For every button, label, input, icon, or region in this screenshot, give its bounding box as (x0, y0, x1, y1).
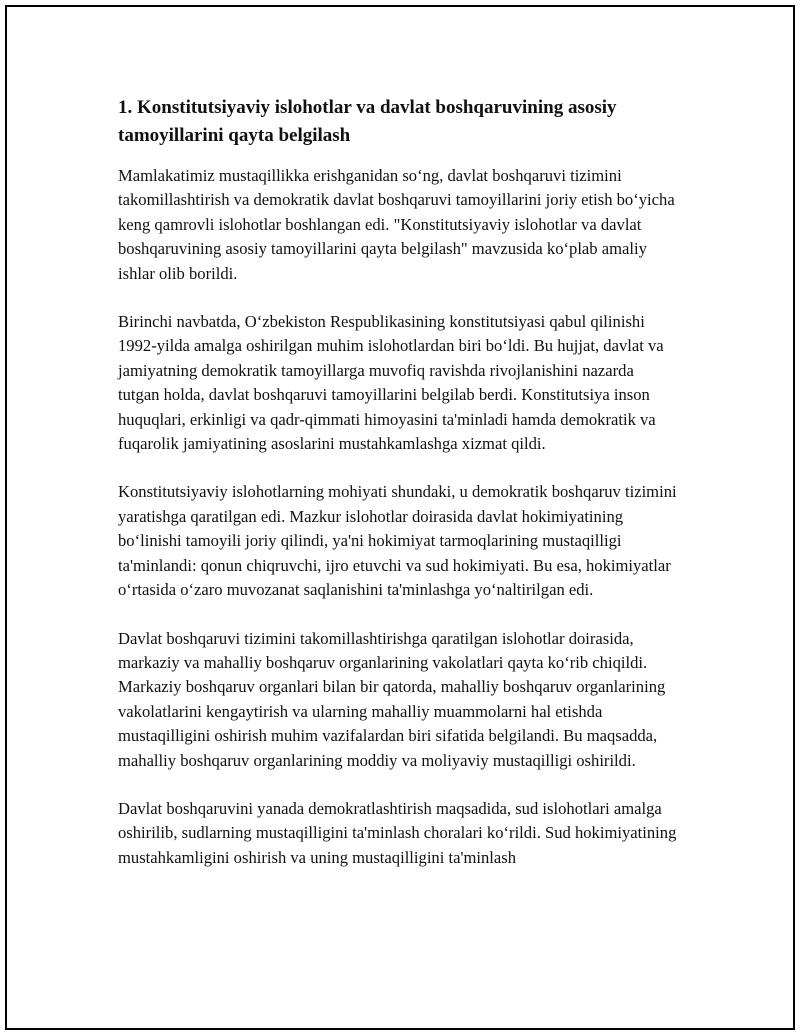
section-heading: 1. Konstitutsiyaviy islohotlar va davlat boshqaruvining asosiy tamoyillarini qayta belgilash (118, 97, 617, 146)
paragraph-1: Mamlakatimiz mustaqillikka erishganidan so‘ng, davlat boshqaruvi tizimini takomillashtirish va demokratik davlat boshqaruvi tamoyillarini joriy etish bo‘yicha keng qamrovli islohotlar boshlangan edi. "Konstitutsiyaviy islohotlar va davlat boshqaruvining asosiy tamoyillarini qayta belgilash" mavzusida ko‘plab amaliy ishlar olib borildi. (118, 166, 675, 283)
paragraph-4: Davlat boshqaruvi tizimini takomillashtirishga qaratilgan islohotlar doirasida, markaziy va mahalliy boshqaruv organlarining vakolatlari qayta ko‘rib chiqildi. Markaziy boshqaruv organlari bilan bir qatorda, mahalliy boshqaruv organlarining vakolatlarini kengaytirish va ularning mahalliy muammolarni hal etishda mustaqilligini oshirish muhim vazifalardan biri sifatida belgilandi. Bu maqsadda, mahalliy boshqaruv organlarining moddiy va moliyaviy mustaqilligi oshirildi. (118, 628, 666, 770)
document-body (118, 94, 678, 894)
paragraph-2: Birinchi navbatda, O‘zbekiston Respublikasining konstitutsiyasi qabul qilinishi 1992-yilda amalga oshirilgan muhim islohotlardan biri bo‘ldi. Bu hujjat, davlat va jamiyatning demokratik tamoyillarga muvofiq ravishda rivojlanishini nazarda tutgan holda, davlat boshqaruvi tamoyillarini belgilab berdi. Konstitutsiya inson huquqlari, erkinligi va qadr-qimmati himoyasini ta'minladi hamda demokratik va fuqarolik jamiyatining asoslarini mustahkamlashga xizmat qildi. (118, 312, 664, 454)
paragraph-3: Konstitutsiyaviy islohotlarning mohiyati shundaki, u demokratik boshqaruv tizimini yaratishga qaratilgan edi. Mazkur islohotlar doirasida davlat hokimiyatining bo‘linishi tamoyili joriy qilindi, ya'ni hokimiyat tarmoqlarining mustaqilligi ta'minlandi: qonun chiqruvchi, ijro etuvchi va sud hokimiyati. Bu esa, hokimiyatlar o‘rtasida o‘zaro muvozanat saqlanishini ta'minlashga yo‘naltirilgan edi. (118, 482, 677, 600)
paragraph-5: Davlat boshqaruvini yanada demokratlashtirish maqsadida, sud islohotlari amalga oshirilib, sudlarning mustaqilligini ta'minlash choralari ko‘rildi. Sud hokimiyatining mustahkamligini oshirish va uning mustaqilligini ta'minlash (118, 798, 677, 867)
